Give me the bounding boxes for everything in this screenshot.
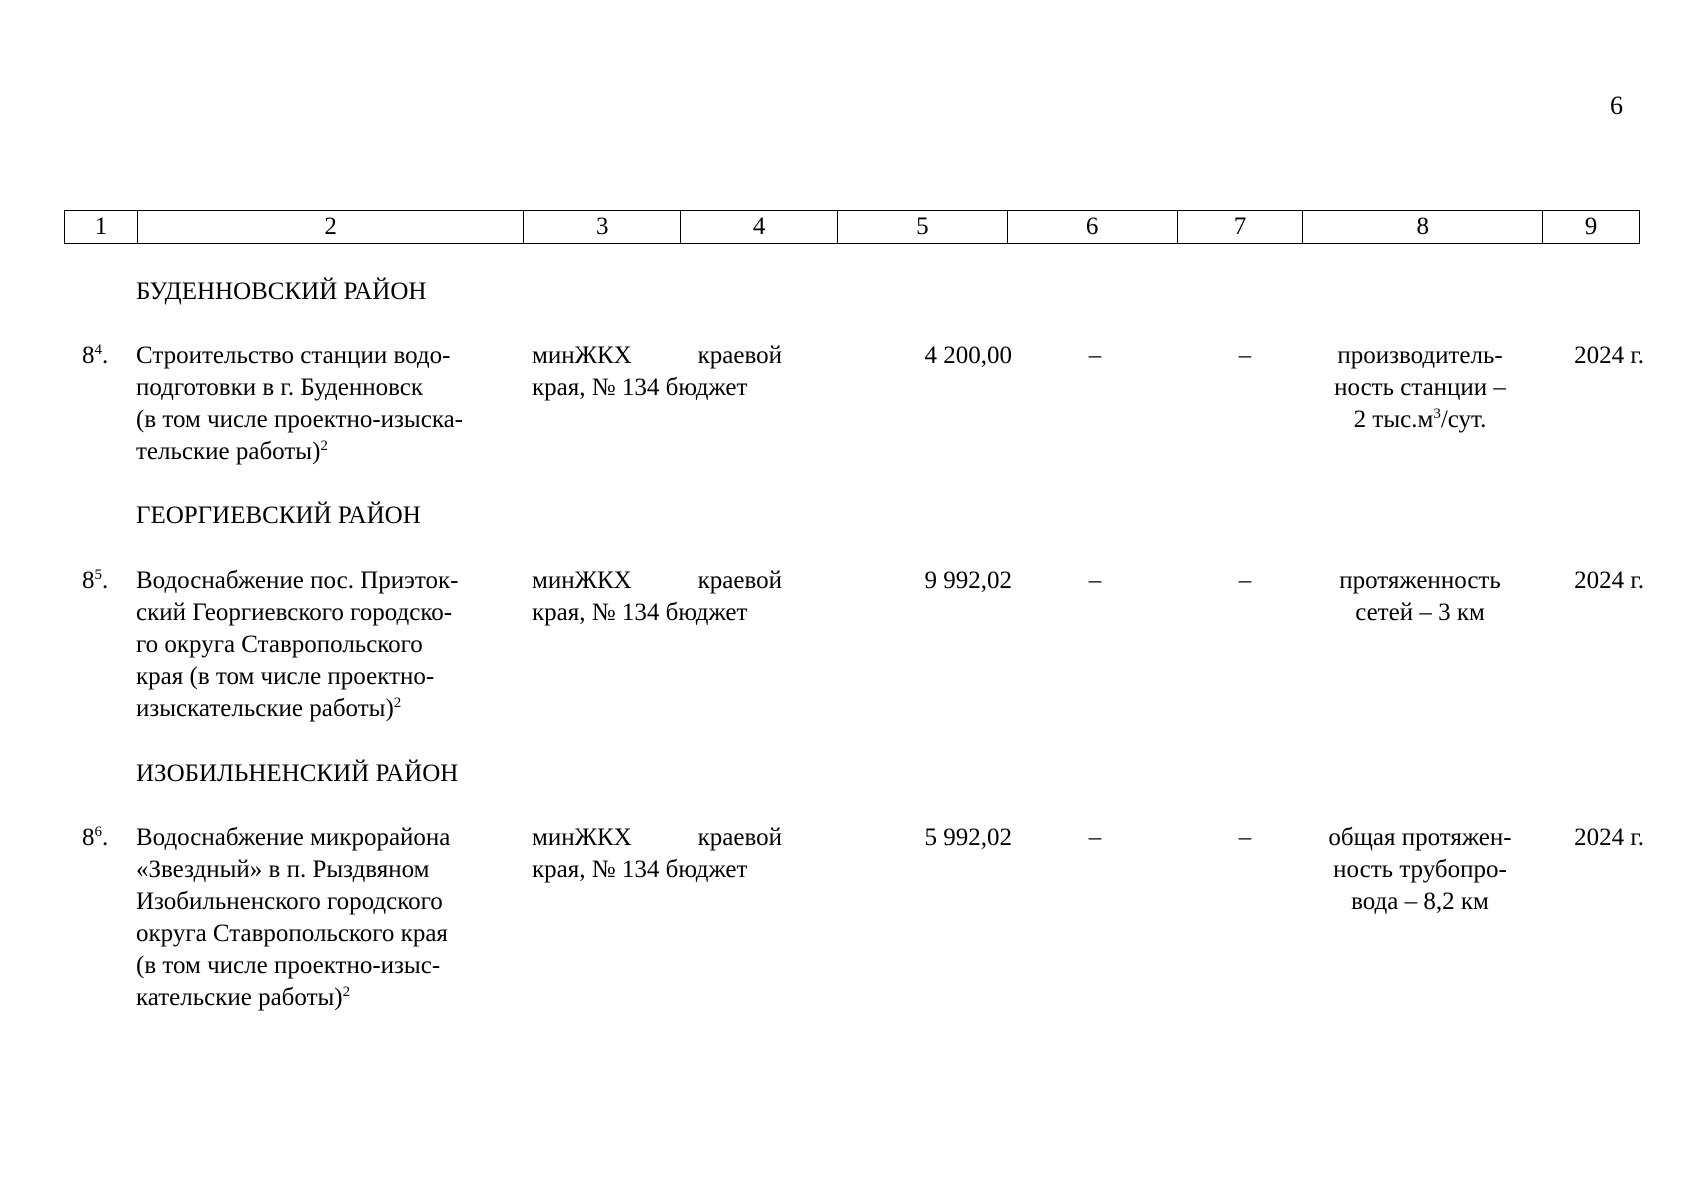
year: 2024 г.	[1574, 824, 1644, 851]
header-col-5: 5	[838, 211, 1008, 243]
section-title: ГЕОРГИЕВСКИЙ РАЙОН	[136, 502, 421, 529]
result-indicator: общая протяжен- ность трубопро- вода – 8,2 км	[1328, 824, 1512, 915]
row-number: $8^4$.	[82, 342, 109, 369]
col6-value: –	[1088, 567, 1102, 594]
header-col-4: 4	[681, 211, 838, 243]
project-name: Водоснабжение пос. Приэток- ский Георгиевского городско- го округа Ставропольского края (в том числе проектно- изыскательские работы)$^2$	[136, 567, 459, 722]
result-indicator: протяженность сетей – 3 км	[1339, 567, 1501, 626]
section-title: ИЗОБИЛЬНЕНСКИЙ РАЙОН	[136, 760, 459, 787]
col6-value: –	[1088, 824, 1102, 851]
page-number: 6	[1610, 91, 1623, 120]
header-col-9: 9	[1584, 213, 1598, 240]
responsible-and-source: минЖКХ краевой края, № 134 бюджет	[532, 567, 782, 626]
section-title: БУДЕННОВСКИЙ РАЙОН	[136, 278, 427, 305]
year: 2024 г.	[1574, 342, 1644, 369]
col7-value: –	[1238, 824, 1252, 851]
amount: 5 992,02	[924, 824, 1012, 851]
row-number: $8^6$.	[82, 824, 109, 851]
col6-value: –	[1088, 342, 1102, 369]
header-col-3: 3	[524, 211, 681, 243]
amount: 9 992,02	[924, 567, 1012, 594]
project-name: Строительство станции водо- подготовки в г. Буденновск (в том числе проектно-изыска- тельские работы)$^2$	[136, 342, 464, 465]
project-name: Водоснабжение микрорайона «Звездный» в п. Рыздвяном Изобильненского городского округа Ставропольского края (в том числе проектно-изыс- кательские работы)$^2$	[136, 824, 451, 1011]
responsible-and-source: минЖКХ краевой края, № 134 бюджет	[532, 342, 782, 401]
header-col-6: 6	[1008, 211, 1178, 243]
header-col-2: 2	[138, 211, 525, 243]
row-number: $8^5$.	[82, 567, 109, 594]
table-header-row	[64, 210, 1640, 244]
col7-value: –	[1238, 567, 1252, 594]
header-col-1: 1	[65, 211, 138, 243]
year: 2024 г.	[1574, 567, 1644, 594]
header-col-7: 7	[1178, 211, 1304, 243]
amount: 4 200,00	[924, 342, 1012, 369]
col7-value: –	[1238, 342, 1252, 369]
header-col-8: 8	[1303, 211, 1543, 243]
result-indicator: производитель- ность станции – 2 $тыс.м^3$/сут.	[1334, 342, 1506, 433]
responsible-and-source: минЖКХ краевой края, № 134 бюджет	[532, 824, 782, 883]
